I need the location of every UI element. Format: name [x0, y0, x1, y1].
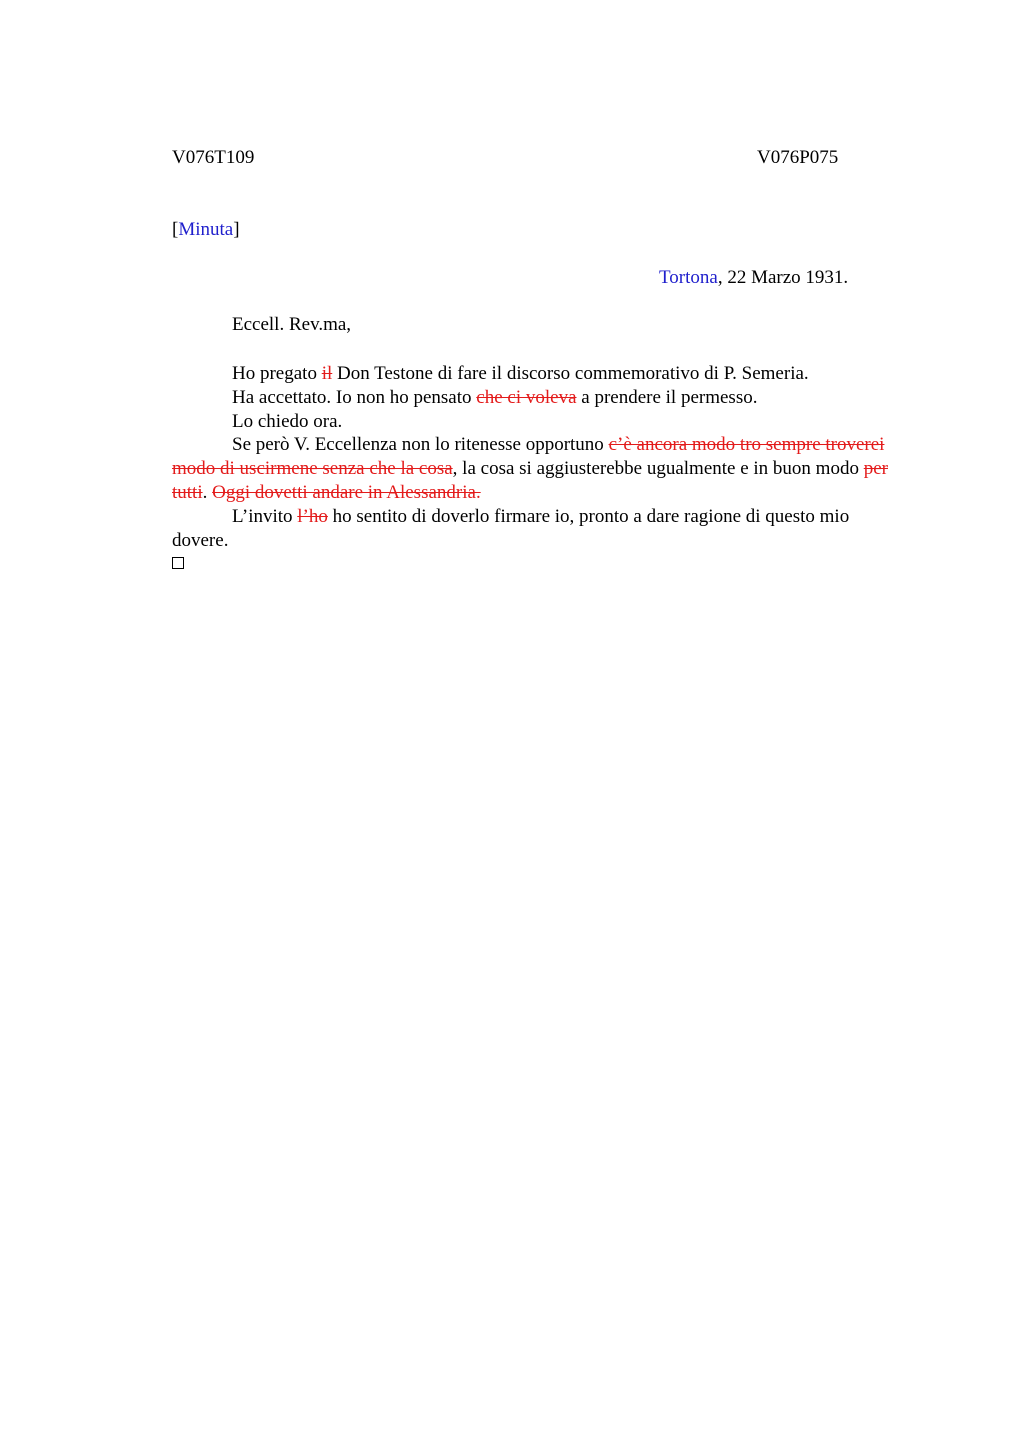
- paragraph: [172, 433, 908, 504]
- deleted-text: il: [321, 363, 333, 384]
- text-segment: , la cosa si aggiusterebbe ugualmente e in buon modo: [452, 458, 864, 480]
- text-segment: Ho pregato: [232, 363, 322, 384]
- end-marker-box: [172, 557, 184, 569]
- dateline-date: , 22 Marzo 1931.: [717, 267, 849, 288]
- deleted-text: Oggi dovetti andare in Alessandria.: [212, 481, 481, 503]
- dateline: [659, 267, 848, 289]
- bracket-close: ]: [233, 219, 240, 240]
- deleted-text: c’è ancora modo tro sempre troverei modo di uscirmene senza che la cosa: [172, 434, 885, 480]
- text-segment: .: [202, 481, 213, 503]
- paragraph: [172, 505, 908, 553]
- text-segment: ho sentito di doverlo firmare io, pronto a dare ragione di questo mio dovere.: [172, 505, 850, 551]
- paragraph: [172, 386, 908, 410]
- text-segment: Lo chiedo ora.: [232, 410, 343, 432]
- text-segment: Se però V. Eccellenza non lo ritenesse opportuno: [232, 434, 609, 456]
- deleted-text: per tutti: [172, 458, 888, 503]
- letter-body: [172, 362, 908, 576]
- dateline-place: Tortona: [659, 267, 718, 288]
- paragraph: [172, 410, 908, 434]
- bracket-open: [: [172, 219, 179, 240]
- salutation: Eccell. Rev.ma,: [232, 314, 352, 335]
- deleted-text: che ci voleva: [476, 386, 577, 408]
- document-type: [172, 219, 240, 241]
- text-segment: Ha accettato. Io non ho pensato: [232, 386, 477, 408]
- text-segment: L’invito: [232, 505, 298, 527]
- document-type-label: Minuta: [178, 219, 234, 240]
- text-segment: a prendere il permesso.: [576, 386, 758, 408]
- paragraph: [172, 362, 908, 386]
- deleted-text: l’ho: [297, 505, 328, 527]
- reference-code-right: V076P075: [757, 147, 839, 168]
- reference-code-left: V076T109: [172, 147, 255, 168]
- text-segment: Don Testone di fare il discorso commemorativo di P. Semeria.: [332, 363, 809, 384]
- square-outline-icon: [172, 552, 908, 576]
